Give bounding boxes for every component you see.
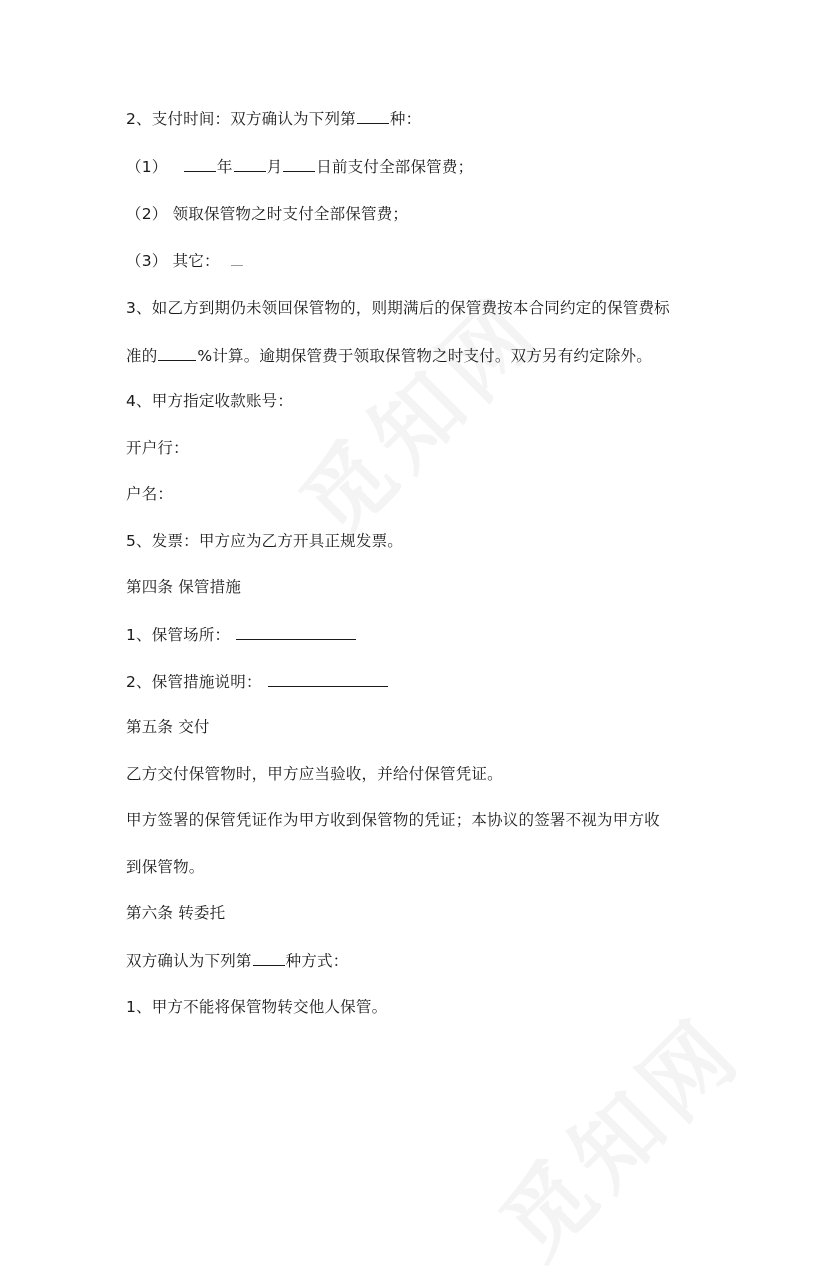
account-clause: 4、甲方指定收款账号： [126,392,294,410]
account-name-label: 户名： [126,485,174,503]
subcontract-choice: 双方确认为下列第 种方式： [126,952,349,970]
voucher-clause-line1: 甲方签署的保管凭证作为甲方收到保管物的凭证；本协议的签署不视为甲方收 [126,811,660,829]
method-blank [253,950,285,966]
storage-measures-blank [268,671,388,687]
subcontract-option-1: 1、甲方不能将保管物转交他人保管。 [126,998,388,1016]
delivery-clause: 乙方交付保管物时，甲方应当验收，并给付保管凭证。 [126,765,503,783]
payment-option-3: （3） 其它： [126,250,244,271]
overdue-clause-line2: 准的 %计算。逾期保管费于领取保管物之时支付。双方另有约定除外。 [126,347,652,365]
article-5-heading: 第五条 交付 [126,718,210,736]
article-4-heading: 第四条 保管措施 [126,578,242,596]
storage-location-blank [236,624,356,640]
watermark-text-lower [469,985,766,1282]
other-blank [231,250,243,266]
voucher-clause-line2: 到保管物。 [126,858,205,876]
choice-blank [357,108,389,124]
article-6-heading: 第六条 转委托 [126,904,226,922]
payment-time-clause: 2、支付时间：双方确认为下列第 种： [126,110,422,128]
day-blank [283,156,315,172]
bank-label: 开户行： [126,439,189,457]
year-blank [184,156,216,172]
storage-location: 1、保管场所： [126,624,357,645]
payment-option-2: （2） 领取保管物之时支付全部保管费； [126,205,409,223]
percent-blank [158,345,196,361]
overdue-clause-line1: 3、如乙方到期仍未领回保管物的，则期满后的保管费按本合同约定的保管费标 [126,299,670,317]
invoice-clause: 5、发票：甲方应为乙方开具正规发票。 [126,532,403,550]
storage-measures: 2、保管措施说明： [126,671,389,692]
payment-option-1: （1） 年 月 日前支付全部保管费； [126,158,474,176]
month-blank [234,156,266,172]
